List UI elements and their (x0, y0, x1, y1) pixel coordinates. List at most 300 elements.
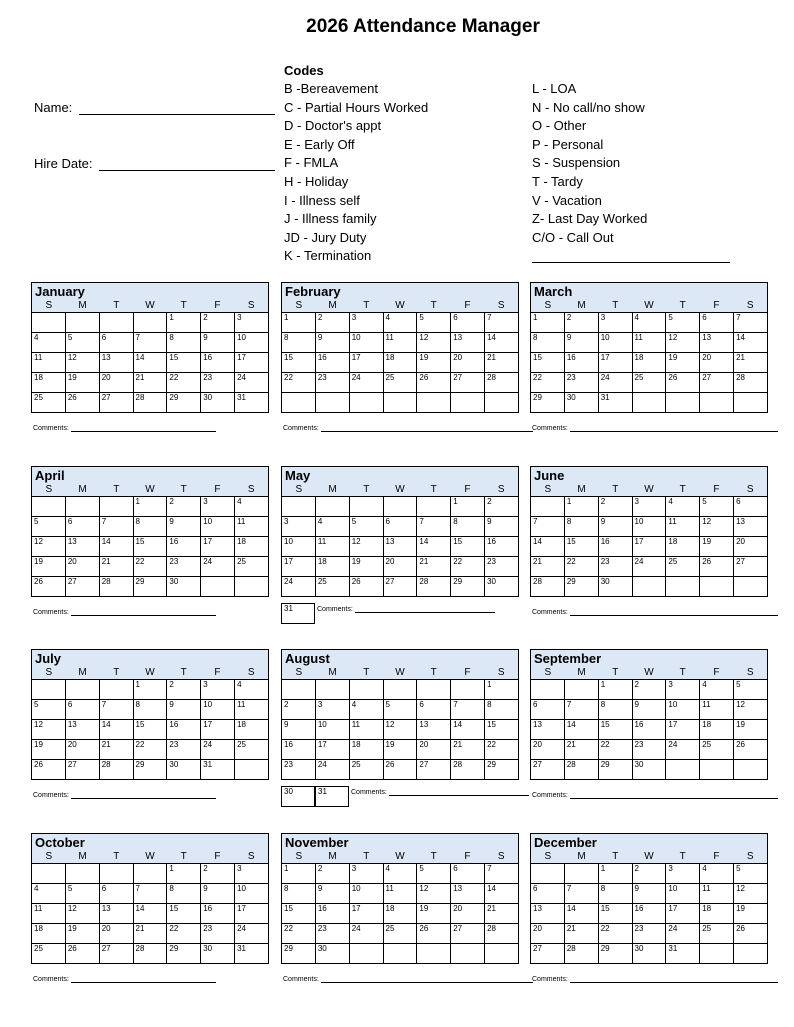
day-cell[interactable]: 23 (167, 740, 201, 760)
day-cell[interactable]: 6 (383, 517, 417, 537)
day-cell[interactable]: 12 (32, 720, 66, 740)
day-cell[interactable]: 18 (235, 537, 269, 557)
day-cell[interactable]: 30 (485, 577, 519, 597)
day-cell[interactable]: 10 (349, 333, 383, 353)
day-cell[interactable]: 1 (282, 313, 316, 333)
day-cell[interactable]: 18 (315, 557, 349, 577)
day-cell[interactable]: 8 (282, 333, 316, 353)
day-cell[interactable]: 23 (632, 924, 666, 944)
day-cell[interactable]: 25 (700, 740, 734, 760)
day-cell[interactable] (700, 393, 734, 413)
day-cell[interactable]: 25 (700, 924, 734, 944)
day-cell[interactable]: 22 (133, 557, 167, 577)
day-cell[interactable]: 13 (734, 517, 768, 537)
day-cell[interactable]: 21 (99, 740, 133, 760)
day-cell[interactable]: 21 (133, 924, 167, 944)
day-cell[interactable]: 8 (598, 884, 632, 904)
day-cell[interactable] (99, 680, 133, 700)
day-cell[interactable]: 16 (282, 740, 316, 760)
day-cell[interactable]: 12 (65, 904, 99, 924)
day-cell[interactable]: 16 (167, 720, 201, 740)
day-cell[interactable]: 30 (564, 393, 598, 413)
day-cell[interactable]: 16 (485, 537, 519, 557)
day-cell[interactable]: 27 (451, 924, 485, 944)
day-cell[interactable]: 17 (349, 904, 383, 924)
day-cell[interactable]: 30 (315, 944, 349, 964)
day-cell[interactable]: 9 (485, 517, 519, 537)
day-cell[interactable]: 27 (65, 577, 99, 597)
day-cell[interactable]: 13 (65, 537, 99, 557)
day-cell[interactable]: 7 (564, 700, 598, 720)
day-cell[interactable] (349, 393, 383, 413)
day-cell[interactable]: 2 (632, 864, 666, 884)
day-cell[interactable]: 28 (417, 577, 451, 597)
day-cell[interactable]: 9 (564, 333, 598, 353)
day-cell[interactable]: 4 (315, 517, 349, 537)
day-cell[interactable] (531, 497, 565, 517)
day-cell[interactable] (451, 680, 485, 700)
day-cell[interactable]: 17 (201, 720, 235, 740)
day-cell[interactable]: 4 (666, 497, 700, 517)
day-cell[interactable]: 15 (133, 720, 167, 740)
comments-line[interactable] (570, 976, 778, 983)
day-cell[interactable]: 2 (315, 313, 349, 333)
day-cell[interactable]: 3 (666, 864, 700, 884)
day-cell[interactable]: 15 (485, 720, 519, 740)
day-cell[interactable] (383, 944, 417, 964)
day-cell[interactable]: 20 (531, 740, 565, 760)
day-cell[interactable]: 19 (417, 904, 451, 924)
day-cell[interactable]: 5 (666, 313, 700, 333)
day-cell[interactable] (282, 680, 316, 700)
day-cell[interactable]: 8 (564, 517, 598, 537)
day-cell[interactable] (99, 864, 133, 884)
day-cell[interactable]: 11 (235, 700, 269, 720)
day-cell[interactable] (32, 313, 66, 333)
day-cell[interactable]: 12 (734, 884, 768, 904)
day-cell[interactable]: 3 (235, 313, 269, 333)
day-cell[interactable]: 18 (666, 537, 700, 557)
day-cell[interactable]: 16 (632, 720, 666, 740)
day-cell[interactable]: 18 (700, 904, 734, 924)
day-cell[interactable]: 9 (598, 517, 632, 537)
day-cell[interactable]: 8 (133, 700, 167, 720)
day-cell[interactable]: 21 (99, 557, 133, 577)
day-cell[interactable]: 23 (632, 740, 666, 760)
day-cell[interactable]: 8 (133, 517, 167, 537)
day-cell[interactable]: 21 (133, 373, 167, 393)
comments-line[interactable] (570, 609, 778, 616)
day-cell[interactable]: 18 (235, 720, 269, 740)
day-cell[interactable]: 20 (65, 557, 99, 577)
day-cell[interactable]: 5 (32, 517, 66, 537)
day-cell[interactable]: 7 (734, 313, 768, 333)
day-cell[interactable]: 17 (666, 720, 700, 740)
day-cell[interactable]: 20 (417, 740, 451, 760)
day-cell[interactable] (282, 393, 316, 413)
day-cell[interactable]: 9 (201, 333, 235, 353)
day-cell[interactable]: 17 (598, 353, 632, 373)
day-cell[interactable]: 25 (383, 373, 417, 393)
day-cell[interactable]: 10 (598, 333, 632, 353)
day-cell[interactable]: 25 (632, 373, 666, 393)
day-cell[interactable]: 26 (417, 373, 451, 393)
day-cell[interactable]: 2 (167, 680, 201, 700)
day-cell[interactable]: 29 (167, 944, 201, 964)
day-cell[interactable]: 29 (598, 944, 632, 964)
day-cell[interactable]: 25 (349, 760, 383, 780)
day-cell[interactable]: 18 (349, 740, 383, 760)
day-cell[interactable]: 12 (700, 517, 734, 537)
day-cell[interactable] (65, 313, 99, 333)
day-cell[interactable]: 12 (383, 720, 417, 740)
day-cell[interactable]: 1 (451, 497, 485, 517)
hire-date-field[interactable] (34, 156, 275, 171)
comments-line[interactable] (321, 976, 533, 983)
day-cell[interactable] (531, 680, 565, 700)
day-cell[interactable]: 30 (201, 944, 235, 964)
day-cell[interactable] (734, 760, 768, 780)
day-cell[interactable] (485, 393, 519, 413)
day-cell[interactable]: 31 (598, 393, 632, 413)
day-cell[interactable]: 4 (235, 680, 269, 700)
day-cell[interactable]: 25 (32, 393, 66, 413)
day-cell[interactable]: 5 (32, 700, 66, 720)
day-cell[interactable] (235, 577, 269, 597)
day-cell[interactable]: 25 (383, 924, 417, 944)
day-cell[interactable]: 24 (632, 557, 666, 577)
day-cell[interactable]: 5 (417, 864, 451, 884)
comments-line[interactable] (71, 609, 216, 616)
day-cell[interactable]: 6 (99, 884, 133, 904)
day-cell[interactable]: 18 (383, 353, 417, 373)
day-cell[interactable]: 15 (598, 904, 632, 924)
day-cell[interactable]: 8 (598, 700, 632, 720)
day-cell[interactable] (383, 497, 417, 517)
day-cell[interactable]: 11 (349, 720, 383, 740)
day-cell[interactable] (451, 393, 485, 413)
day-cell[interactable]: 20 (99, 373, 133, 393)
day-cell[interactable]: 26 (700, 557, 734, 577)
day-cell[interactable]: 29 (531, 393, 565, 413)
day-cell[interactable] (32, 497, 66, 517)
day-cell[interactable]: 19 (734, 720, 768, 740)
day-cell[interactable]: 26 (65, 944, 99, 964)
day-cell[interactable] (65, 497, 99, 517)
day-cell[interactable]: 14 (485, 884, 519, 904)
day-cell[interactable]: 26 (32, 760, 66, 780)
day-cell[interactable]: 29 (485, 760, 519, 780)
day-cell[interactable]: 16 (564, 353, 598, 373)
day-cell[interactable]: 27 (734, 557, 768, 577)
day-cell[interactable]: 13 (531, 904, 565, 924)
comments-field[interactable] (283, 976, 533, 983)
day-cell[interactable]: 15 (598, 720, 632, 740)
day-cell[interactable]: 25 (666, 557, 700, 577)
day-cell[interactable]: 3 (201, 680, 235, 700)
day-cell[interactable] (65, 680, 99, 700)
day-cell[interactable] (417, 680, 451, 700)
day-cell[interactable]: 8 (282, 884, 316, 904)
day-cell[interactable]: 13 (383, 537, 417, 557)
day-cell[interactable]: 24 (598, 373, 632, 393)
day-cell[interactable]: 2 (282, 700, 316, 720)
day-cell[interactable]: 24 (282, 577, 316, 597)
day-cell[interactable] (666, 393, 700, 413)
day-cell[interactable]: 11 (315, 537, 349, 557)
day-cell[interactable]: 8 (167, 884, 201, 904)
day-cell[interactable]: 21 (564, 740, 598, 760)
comments-line[interactable] (71, 792, 216, 799)
day-cell[interactable]: 19 (65, 373, 99, 393)
day-cell[interactable]: 28 (485, 924, 519, 944)
day-cell[interactable]: 22 (282, 924, 316, 944)
day-cell[interactable]: 5 (734, 864, 768, 884)
comments-field[interactable] (33, 976, 216, 983)
day-cell[interactable]: 26 (417, 924, 451, 944)
hire-date-line[interactable] (99, 158, 275, 171)
day-cell[interactable]: 17 (201, 537, 235, 557)
day-cell[interactable]: 14 (133, 353, 167, 373)
day-cell[interactable] (417, 497, 451, 517)
day-cell[interactable]: 31 (281, 603, 315, 624)
day-cell[interactable]: 14 (485, 333, 519, 353)
day-cell[interactable]: 21 (564, 924, 598, 944)
day-cell[interactable]: 27 (531, 944, 565, 964)
day-cell[interactable]: 24 (349, 373, 383, 393)
day-cell[interactable]: 22 (451, 557, 485, 577)
day-cell[interactable]: 13 (417, 720, 451, 740)
day-cell[interactable]: 23 (485, 557, 519, 577)
day-cell[interactable]: 28 (133, 944, 167, 964)
day-cell[interactable]: 21 (485, 353, 519, 373)
day-cell[interactable]: 15 (531, 353, 565, 373)
day-cell[interactable]: 17 (349, 353, 383, 373)
day-cell[interactable]: 25 (32, 944, 66, 964)
day-cell[interactable] (700, 577, 734, 597)
day-cell[interactable]: 15 (282, 904, 316, 924)
day-cell[interactable]: 24 (235, 373, 269, 393)
day-cell[interactable]: 6 (531, 700, 565, 720)
day-cell[interactable]: 28 (99, 577, 133, 597)
comments-field[interactable] (351, 789, 529, 796)
day-cell[interactable]: 3 (235, 864, 269, 884)
day-cell[interactable]: 6 (417, 700, 451, 720)
day-cell[interactable]: 6 (451, 313, 485, 333)
day-cell[interactable]: 27 (417, 760, 451, 780)
day-cell[interactable]: 24 (235, 924, 269, 944)
day-cell[interactable]: 11 (632, 333, 666, 353)
day-cell[interactable]: 24 (201, 557, 235, 577)
day-cell[interactable]: 7 (99, 517, 133, 537)
day-cell[interactable]: 29 (564, 577, 598, 597)
day-cell[interactable]: 18 (32, 373, 66, 393)
day-cell[interactable]: 11 (383, 884, 417, 904)
day-cell[interactable]: 7 (133, 333, 167, 353)
day-cell[interactable]: 4 (383, 313, 417, 333)
day-cell[interactable]: 18 (32, 924, 66, 944)
day-cell[interactable]: 26 (383, 760, 417, 780)
day-cell[interactable]: 20 (383, 557, 417, 577)
day-cell[interactable]: 23 (598, 557, 632, 577)
day-cell[interactable]: 9 (282, 720, 316, 740)
day-cell[interactable]: 18 (383, 904, 417, 924)
day-cell[interactable]: 19 (65, 924, 99, 944)
day-cell[interactable]: 19 (666, 353, 700, 373)
day-cell[interactable]: 2 (598, 497, 632, 517)
day-cell[interactable]: 30 (281, 786, 315, 807)
day-cell[interactable]: 28 (451, 760, 485, 780)
day-cell[interactable]: 23 (315, 924, 349, 944)
day-cell[interactable] (349, 497, 383, 517)
day-cell[interactable]: 7 (485, 864, 519, 884)
day-cell[interactable]: 5 (383, 700, 417, 720)
day-cell[interactable]: 8 (167, 333, 201, 353)
day-cell[interactable]: 14 (734, 333, 768, 353)
day-cell[interactable]: 23 (167, 557, 201, 577)
comments-line[interactable] (570, 425, 778, 432)
day-cell[interactable]: 2 (167, 497, 201, 517)
day-cell[interactable]: 17 (235, 353, 269, 373)
day-cell[interactable]: 21 (417, 557, 451, 577)
day-cell[interactable]: 30 (632, 944, 666, 964)
day-cell[interactable] (734, 393, 768, 413)
day-cell[interactable]: 30 (632, 760, 666, 780)
day-cell[interactable]: 22 (485, 740, 519, 760)
day-cell[interactable]: 9 (632, 700, 666, 720)
day-cell[interactable] (235, 760, 269, 780)
day-cell[interactable]: 4 (349, 700, 383, 720)
day-cell[interactable]: 14 (564, 720, 598, 740)
comments-field[interactable] (532, 609, 778, 616)
day-cell[interactable]: 9 (315, 884, 349, 904)
day-cell[interactable]: 16 (315, 353, 349, 373)
day-cell[interactable]: 13 (65, 720, 99, 740)
day-cell[interactable]: 22 (531, 373, 565, 393)
day-cell[interactable]: 1 (564, 497, 598, 517)
day-cell[interactable] (632, 393, 666, 413)
day-cell[interactable]: 25 (235, 740, 269, 760)
day-cell[interactable]: 11 (235, 517, 269, 537)
day-cell[interactable]: 16 (201, 353, 235, 373)
day-cell[interactable]: 4 (383, 864, 417, 884)
day-cell[interactable]: 5 (734, 680, 768, 700)
day-cell[interactable] (632, 577, 666, 597)
day-cell[interactable]: 13 (700, 333, 734, 353)
day-cell[interactable]: 16 (201, 904, 235, 924)
day-cell[interactable]: 10 (632, 517, 666, 537)
day-cell[interactable]: 3 (666, 680, 700, 700)
day-cell[interactable]: 10 (282, 537, 316, 557)
day-cell[interactable]: 9 (315, 333, 349, 353)
day-cell[interactable]: 10 (349, 884, 383, 904)
day-cell[interactable] (666, 577, 700, 597)
day-cell[interactable]: 29 (282, 944, 316, 964)
day-cell[interactable]: 30 (167, 577, 201, 597)
comments-line[interactable] (71, 425, 216, 432)
day-cell[interactable]: 23 (315, 373, 349, 393)
day-cell[interactable]: 31 (235, 393, 269, 413)
day-cell[interactable]: 28 (485, 373, 519, 393)
day-cell[interactable]: 2 (201, 864, 235, 884)
day-cell[interactable] (65, 864, 99, 884)
day-cell[interactable] (734, 577, 768, 597)
day-cell[interactable]: 31 (315, 786, 349, 807)
day-cell[interactable]: 12 (417, 333, 451, 353)
day-cell[interactable] (315, 393, 349, 413)
day-cell[interactable] (383, 680, 417, 700)
day-cell[interactable]: 4 (700, 680, 734, 700)
day-cell[interactable]: 28 (133, 393, 167, 413)
day-cell[interactable] (133, 313, 167, 333)
day-cell[interactable]: 19 (700, 537, 734, 557)
day-cell[interactable]: 1 (598, 864, 632, 884)
day-cell[interactable] (417, 944, 451, 964)
day-cell[interactable]: 16 (632, 904, 666, 924)
day-cell[interactable]: 13 (531, 720, 565, 740)
day-cell[interactable]: 14 (99, 720, 133, 740)
day-cell[interactable]: 8 (451, 517, 485, 537)
day-cell[interactable]: 16 (598, 537, 632, 557)
day-cell[interactable]: 15 (133, 537, 167, 557)
day-cell[interactable] (315, 680, 349, 700)
day-cell[interactable]: 26 (349, 577, 383, 597)
day-cell[interactable]: 21 (531, 557, 565, 577)
day-cell[interactable]: 5 (65, 884, 99, 904)
day-cell[interactable]: 15 (167, 353, 201, 373)
day-cell[interactable]: 23 (201, 924, 235, 944)
day-cell[interactable]: 24 (349, 924, 383, 944)
day-cell[interactable]: 18 (632, 353, 666, 373)
day-cell[interactable] (383, 393, 417, 413)
day-cell[interactable]: 6 (99, 333, 133, 353)
day-cell[interactable]: 15 (282, 353, 316, 373)
day-cell[interactable]: 19 (734, 904, 768, 924)
day-cell[interactable]: 28 (564, 760, 598, 780)
day-cell[interactable]: 6 (451, 864, 485, 884)
day-cell[interactable]: 24 (201, 740, 235, 760)
day-cell[interactable] (32, 680, 66, 700)
day-cell[interactable]: 7 (564, 884, 598, 904)
day-cell[interactable]: 29 (598, 760, 632, 780)
day-cell[interactable]: 19 (383, 740, 417, 760)
comments-field[interactable] (33, 425, 216, 432)
day-cell[interactable]: 9 (167, 517, 201, 537)
day-cell[interactable]: 5 (65, 333, 99, 353)
day-cell[interactable] (99, 497, 133, 517)
day-cell[interactable]: 2 (315, 864, 349, 884)
day-cell[interactable]: 27 (65, 760, 99, 780)
day-cell[interactable]: 22 (167, 373, 201, 393)
day-cell[interactable]: 10 (201, 517, 235, 537)
day-cell[interactable]: 4 (32, 333, 66, 353)
day-cell[interactable]: 12 (32, 537, 66, 557)
day-cell[interactable]: 18 (700, 720, 734, 740)
day-cell[interactable]: 14 (99, 537, 133, 557)
comments-field[interactable] (532, 792, 778, 799)
day-cell[interactable]: 27 (700, 373, 734, 393)
day-cell[interactable]: 9 (201, 884, 235, 904)
day-cell[interactable] (531, 864, 565, 884)
day-cell[interactable]: 21 (485, 904, 519, 924)
day-cell[interactable]: 16 (167, 537, 201, 557)
day-cell[interactable]: 13 (99, 904, 133, 924)
day-cell[interactable]: 20 (700, 353, 734, 373)
day-cell[interactable]: 12 (349, 537, 383, 557)
day-cell[interactable]: 3 (315, 700, 349, 720)
day-cell[interactable]: 5 (349, 517, 383, 537)
day-cell[interactable]: 4 (32, 884, 66, 904)
